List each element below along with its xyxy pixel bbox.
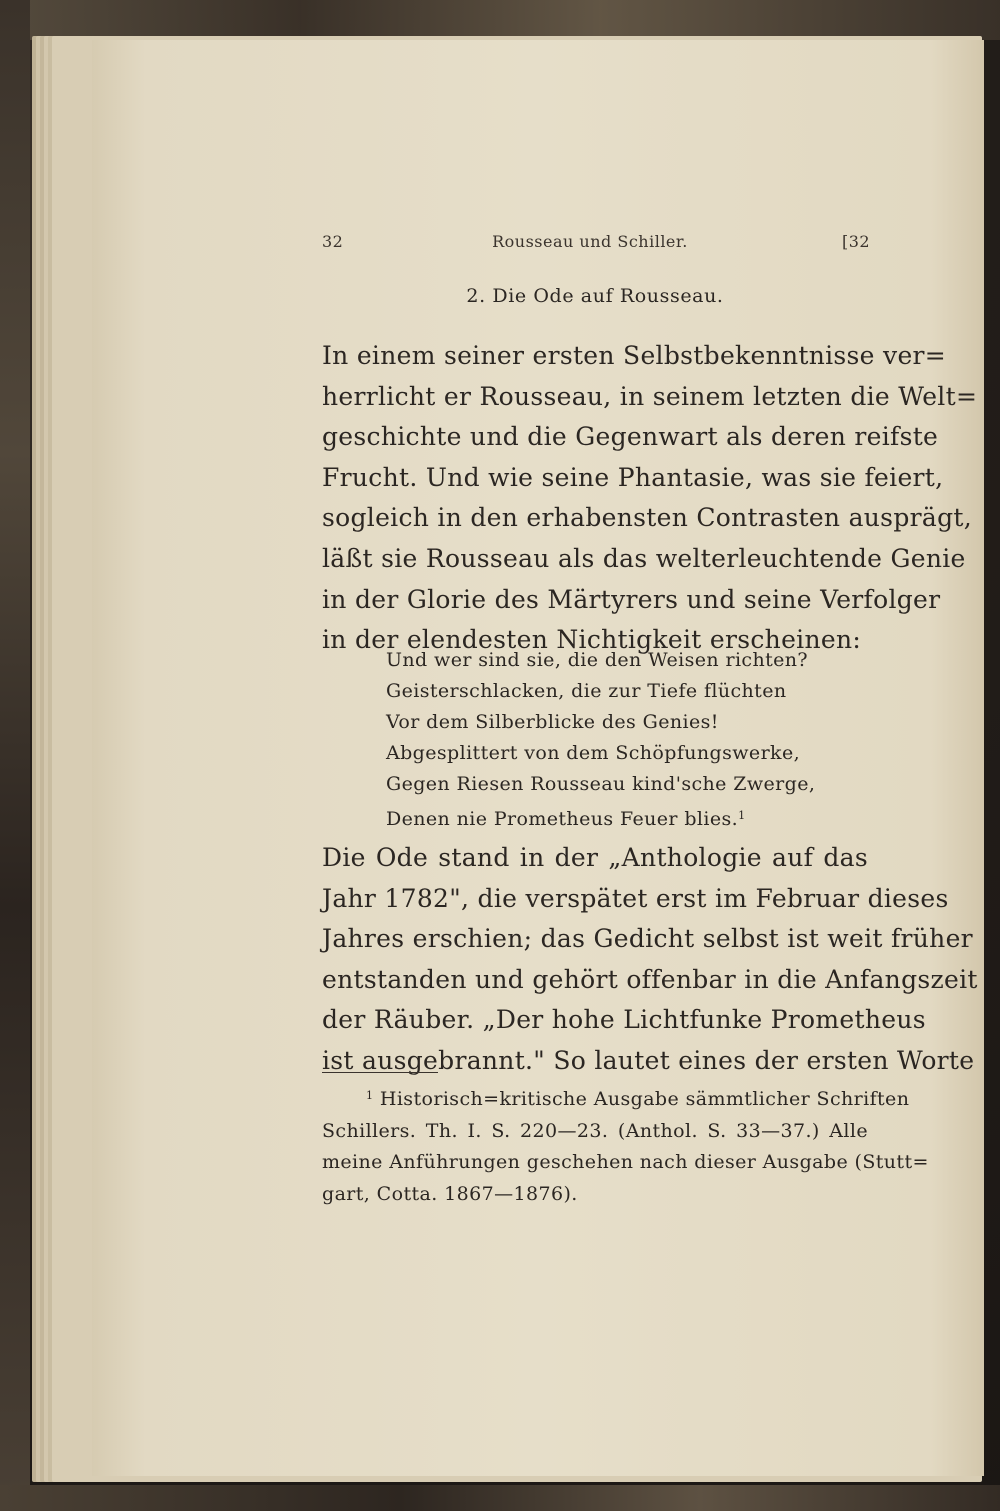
footnote-line: meine Anführungen geschehen nach dieser Ausgabe (Stutt= — [322, 1151, 929, 1173]
paragraph-line: ist ausgebrannt." So lautet eines der ersten Worte — [322, 1045, 975, 1075]
footnote-reference: 1 — [738, 809, 746, 822]
paragraph-line: In einem seiner ersten Selbstbekenntnisse ver= — [322, 341, 947, 370]
running-title: Rousseau und Schiller. — [492, 232, 688, 251]
footnote-line: Schillers. Th. I. S. 220—23. (Anthol. S. 33—37.) Alle — [322, 1119, 868, 1142]
paragraph-2 — [322, 838, 978, 1082]
footnote-separator — [322, 1072, 438, 1073]
paragraph-line: Die Ode stand in der „Anthologie auf das — [322, 843, 868, 872]
paragraph-line: läßt sie Rousseau als das welterleuchtende Genie — [322, 543, 966, 573]
verse-line-text: Denen nie Prometheus Feuer blies. — [386, 808, 739, 830]
page-number-bracketed: [32 — [842, 232, 871, 251]
paragraph-line: Jahr 1782", die verspätet erst im Februar dieses — [322, 883, 949, 913]
paragraph-line: herrlicht er Rousseau, in seinem letzten die Welt= — [322, 381, 978, 411]
paragraph-line: Jahres erschien; das Gedicht selbst ist weit früher — [322, 924, 973, 954]
paragraph-line: sogleich in den erhabensten Contrasten ausprägt, — [322, 503, 972, 533]
footnote-text: Historisch=kritische Ausgabe sämmtlicher Schriften — [379, 1088, 910, 1110]
verse-line: Gegen Riesen Rousseau kind'sche Zwerge, — [386, 773, 816, 795]
verse-line: Geisterschlacken, die zur Tiefe flüchten — [386, 680, 787, 702]
paragraph-line: in der Glorie des Märtyrers und seine Verfolger — [322, 584, 941, 614]
paragraph-line: entstanden und gehört offenbar in die Anfangszeit — [322, 964, 978, 994]
paragraph-line: der Räuber. „Der hohe Lichtfunke Prometheus — [322, 1005, 926, 1035]
verse-line: Vor dem Silberblicke des Genies! — [386, 711, 719, 733]
section-title: 2. Die Ode auf Rousseau. — [466, 285, 724, 307]
footnote — [322, 1080, 929, 1210]
footnote-line — [322, 1080, 910, 1116]
paragraph-line: Frucht. Und wie seine Phantasie, was sie feiert, — [322, 462, 944, 492]
paragraph-1 — [322, 336, 978, 661]
page-number: 32 — [322, 232, 344, 251]
paragraph-line: geschichte und die Gegenwart als deren reifste — [322, 422, 939, 452]
paragraph-line: in der elendesten Nichtigkeit erscheinen: — [322, 625, 862, 655]
verse-quotation — [386, 645, 866, 835]
footnote-marker: 1 — [366, 1089, 374, 1102]
verse-line — [386, 800, 866, 835]
verse-line: Und wer sind sie, die den Weisen richten? — [386, 649, 809, 671]
footnote-line: gart, Cotta. 1867—1876). — [322, 1182, 578, 1205]
verse-line: Abgesplittert von dem Schöpfungswerke, — [386, 742, 801, 764]
